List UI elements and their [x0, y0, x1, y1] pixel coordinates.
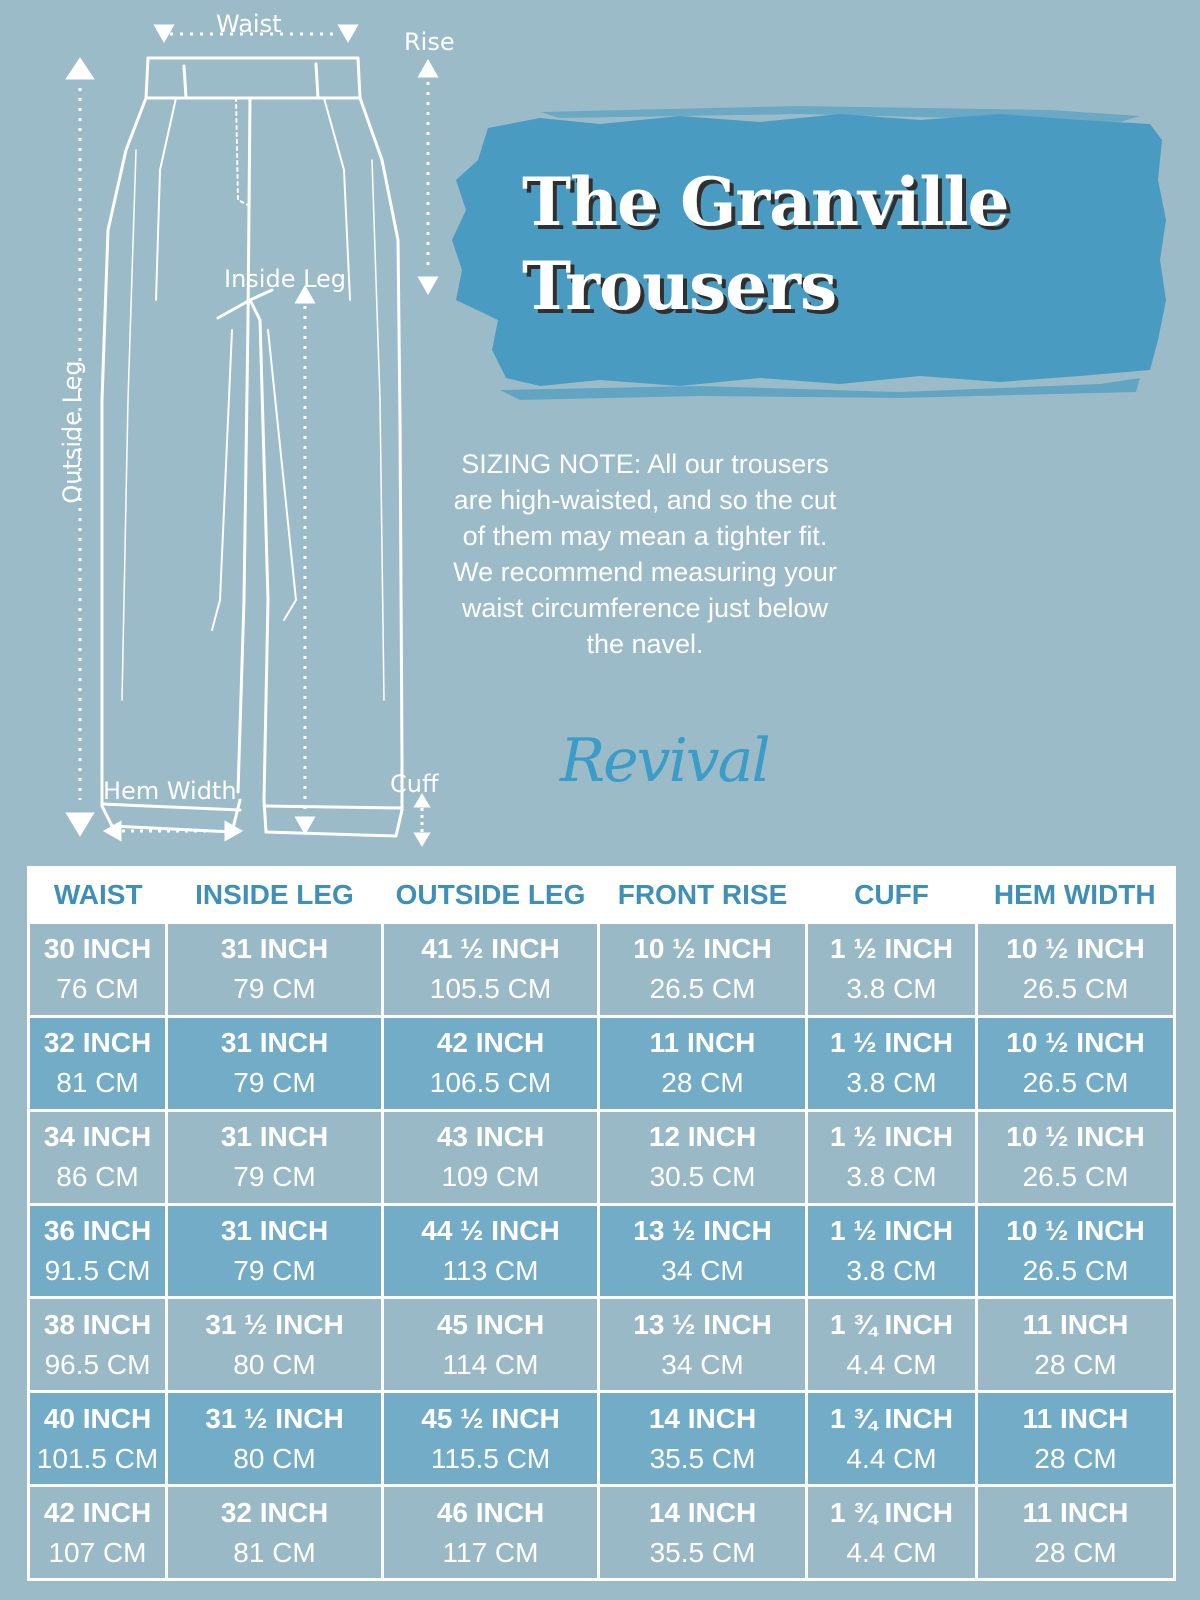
cm-value: 117 CM [442, 1536, 539, 1568]
cm-value: 81 CM [56, 1067, 139, 1099]
inch-value: 1 ½ INCH [830, 1121, 953, 1153]
cm-value: 86 CM [56, 1161, 139, 1193]
inch-value: 1 ½ INCH [830, 933, 953, 965]
table-row [29, 1016, 1175, 1110]
inch-value: 10 ½ INCH [1006, 1214, 1145, 1246]
inch-value: 12 INCH [648, 1121, 757, 1153]
inch-value: 1 ¾ INCH [830, 1496, 953, 1528]
table-cell [29, 1110, 167, 1204]
cm-value: 28 CM [1034, 1442, 1117, 1474]
cm-value: 76 CM [56, 973, 139, 1005]
table-cell [383, 1204, 599, 1298]
inch-value: 14 INCH [648, 1402, 757, 1434]
cuff-measure-label: Cuff [390, 770, 439, 798]
inch-value: 1 ¾ INCH [830, 1402, 953, 1434]
table-cell [383, 1298, 599, 1392]
table-row [29, 1486, 1175, 1580]
inch-value: 46 INCH [436, 1496, 545, 1528]
table-cell [807, 923, 977, 1017]
cm-value: 26.5 CM [1022, 1067, 1129, 1099]
table-cell [167, 1298, 383, 1392]
cm-value: 26.5 CM [1022, 1161, 1129, 1193]
cm-value: 113 CM [442, 1254, 539, 1286]
inch-value: 31 INCH [220, 1027, 329, 1059]
inch-value: 40 INCH [43, 1402, 152, 1434]
table-cell [383, 1110, 599, 1204]
table-cell [599, 1016, 807, 1110]
cm-value: 3.8 CM [846, 973, 937, 1005]
table-cell [977, 1204, 1175, 1298]
inside-leg-measure-label: Inside Leg [224, 265, 347, 293]
table-cell [383, 1016, 599, 1110]
cm-value: 79 CM [233, 973, 316, 1005]
cm-value: 28 CM [1034, 1536, 1117, 1568]
cm-value: 28 CM [661, 1067, 744, 1099]
table-cell [29, 1298, 167, 1392]
table-cell [977, 1392, 1175, 1486]
inch-value: 45 INCH [436, 1308, 545, 1340]
cm-value: 4.4 CM [846, 1348, 937, 1380]
table-cell [383, 923, 599, 1017]
column-header-outside-leg: OUTSIDE LEG [383, 868, 599, 923]
cm-value: 26.5 CM [1022, 973, 1129, 1005]
inch-value: 32 INCH [220, 1496, 329, 1528]
table-cell [29, 1392, 167, 1486]
cm-value: 79 CM [233, 1254, 316, 1286]
inch-value: 13 ½ INCH [633, 1214, 772, 1246]
inch-value: 32 INCH [43, 1027, 152, 1059]
cm-value: 91.5 CM [44, 1254, 151, 1286]
inch-value: 10 ½ INCH [1006, 1121, 1145, 1153]
inch-value: 11 INCH [649, 1027, 756, 1059]
column-header-waist: WAIST [29, 868, 167, 923]
inch-value: 1 ¾ INCH [830, 1308, 953, 1340]
size-table-body [29, 923, 1175, 1580]
table-row [29, 923, 1175, 1017]
cm-value: 35.5 CM [649, 1536, 756, 1568]
table-cell [167, 1204, 383, 1298]
table-row [29, 1298, 1175, 1392]
cm-value: 105.5 CM [429, 973, 552, 1005]
cm-value: 34 CM [661, 1348, 744, 1380]
title-line-2: Trousers [522, 247, 837, 325]
cm-value: 4.4 CM [846, 1442, 937, 1474]
table-cell [977, 1298, 1175, 1392]
inch-value: 11 INCH [1022, 1402, 1129, 1434]
inch-value: 34 INCH [43, 1121, 152, 1153]
table-cell [167, 923, 383, 1017]
inch-value: 31 INCH [220, 1214, 329, 1246]
table-row [29, 1392, 1175, 1486]
inch-value: 31 INCH [220, 1121, 329, 1153]
cm-value: 35.5 CM [649, 1442, 756, 1474]
table-cell [807, 1016, 977, 1110]
rise-measure-label: Rise [404, 28, 455, 56]
inch-value: 44 ½ INCH [421, 1214, 560, 1246]
cm-value: 26.5 CM [649, 973, 756, 1005]
title-line-1: The Granville [522, 163, 1009, 241]
page-title [522, 160, 1009, 328]
cm-value: 3.8 CM [846, 1254, 937, 1286]
table-cell [599, 1204, 807, 1298]
table-cell [167, 1486, 383, 1580]
inch-value: 42 INCH [43, 1496, 152, 1528]
cm-value: 115.5 CM [430, 1442, 551, 1474]
table-cell [383, 1486, 599, 1580]
hem-width-measure-label: Hem Width [103, 777, 237, 805]
inch-value: 11 INCH [1022, 1496, 1129, 1528]
inch-value: 41 ½ INCH [421, 933, 560, 965]
inch-value: 31 INCH [220, 933, 329, 965]
table-cell [807, 1110, 977, 1204]
column-header-front-rise: FRONT RISE [599, 868, 807, 923]
table-cell [167, 1392, 383, 1486]
cm-value: 30.5 CM [649, 1161, 756, 1193]
cm-value: 28 CM [1034, 1348, 1117, 1380]
table-cell [977, 1486, 1175, 1580]
table-cell [167, 1016, 383, 1110]
inch-value: 1 ½ INCH [830, 1027, 953, 1059]
inch-value: 10 ½ INCH [1006, 1027, 1145, 1059]
size-table-header [29, 868, 1175, 923]
inch-value: 13 ½ INCH [633, 1308, 772, 1340]
inch-value: 1 ½ INCH [830, 1214, 953, 1246]
table-cell [977, 1110, 1175, 1204]
cm-value: 114 CM [442, 1348, 539, 1380]
cm-value: 107 CM [48, 1536, 147, 1568]
cm-value: 4.4 CM [846, 1536, 937, 1568]
cm-value: 109 CM [441, 1161, 540, 1193]
cm-value: 106.5 CM [429, 1067, 552, 1099]
cm-value: 79 CM [233, 1067, 316, 1099]
table-row [29, 1204, 1175, 1298]
column-header-inside-leg: INSIDE LEG [167, 868, 383, 923]
cm-value: 81 CM [233, 1536, 316, 1568]
table-cell [977, 1016, 1175, 1110]
waist-measure-label: Waist [216, 10, 282, 38]
inch-value: 30 INCH [43, 933, 152, 965]
table-cell [167, 1110, 383, 1204]
cm-value: 101.5 CM [36, 1442, 159, 1474]
cm-value: 3.8 CM [846, 1161, 937, 1193]
table-cell [383, 1392, 599, 1486]
inch-value: 42 INCH [436, 1027, 545, 1059]
cm-value: 3.8 CM [846, 1067, 937, 1099]
size-chart-table [27, 866, 1176, 1581]
inch-value: 11 INCH [1022, 1308, 1129, 1340]
inch-value: 14 INCH [648, 1496, 757, 1528]
inch-value: 31 ½ INCH [205, 1402, 344, 1434]
table-cell [29, 1204, 167, 1298]
table-cell [807, 1486, 977, 1580]
sizing-note: SIZING NOTE: All our trousers are high-waisted, and so the cut of them may mean a tighter fit. We recommend measuring your waist circumference just below the navel. [453, 449, 837, 659]
cm-value: 80 CM [233, 1348, 316, 1380]
cm-value: 96.5 CM [44, 1348, 151, 1380]
inch-value: 31 ½ INCH [205, 1308, 344, 1340]
inch-value: 10 ½ INCH [633, 933, 772, 965]
cm-value: 80 CM [233, 1442, 316, 1474]
table-cell [807, 1298, 977, 1392]
inch-value: 43 INCH [436, 1121, 545, 1153]
column-header-cuff: CUFF [807, 868, 977, 923]
inch-value: 10 ½ INCH [1006, 933, 1145, 965]
cm-value: 79 CM [233, 1161, 316, 1193]
table-cell [599, 1110, 807, 1204]
table-row [29, 1110, 1175, 1204]
table-cell [599, 1486, 807, 1580]
table-cell [29, 923, 167, 1017]
table-cell [29, 1486, 167, 1580]
table-cell [599, 923, 807, 1017]
table-cell [807, 1392, 977, 1486]
table-cell [599, 1392, 807, 1486]
cm-value: 26.5 CM [1022, 1254, 1129, 1286]
inch-value: 36 INCH [43, 1214, 152, 1246]
column-header-hem-width: HEM WIDTH [977, 868, 1175, 923]
outside-leg-measure-label: Outside Leg [58, 360, 86, 504]
table-cell [977, 923, 1175, 1017]
table-cell [807, 1204, 977, 1298]
table-cell [599, 1298, 807, 1392]
inch-value: 38 INCH [43, 1308, 152, 1340]
table-cell [29, 1016, 167, 1110]
trouser-outline [102, 58, 402, 836]
inch-value: 45 ½ INCH [421, 1402, 560, 1434]
cm-value: 34 CM [661, 1254, 744, 1286]
revival-logo: Revival [560, 726, 769, 796]
